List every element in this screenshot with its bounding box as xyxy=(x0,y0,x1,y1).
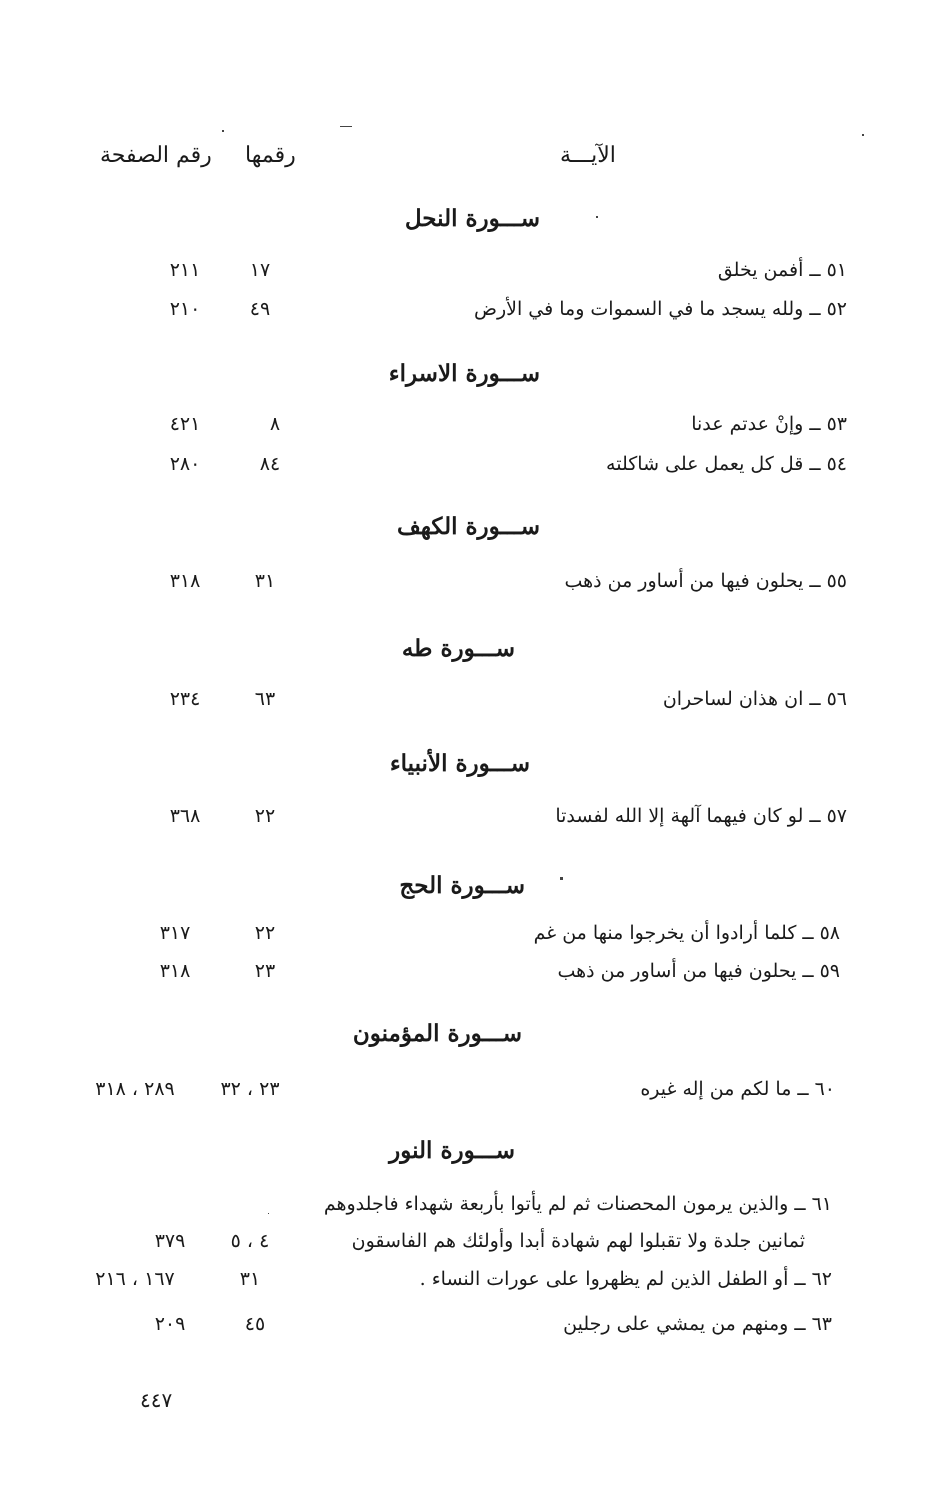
sura-title-anbiya: ســـورة الأنبياء xyxy=(389,750,530,777)
verse-text: ٦٣ ــ ومنهم من يمشي على رجلين xyxy=(563,1313,832,1335)
page-number-ref: ٢٨٩ ، ٣١٨ xyxy=(95,1078,175,1100)
verse-number: ٤٥ xyxy=(244,1313,266,1335)
page-number-ref: ٢٨٠ xyxy=(169,453,201,475)
verse-number: ١٧ xyxy=(249,259,271,281)
verse-column-header: الآيـــة xyxy=(560,143,616,168)
verse-number: ٨ xyxy=(269,413,281,435)
print-mark xyxy=(596,216,598,218)
print-mark xyxy=(268,1213,269,1214)
page-number-ref: ٣١٨ xyxy=(169,570,201,592)
verse-text: ٥٤ ــ قل كل يعمل على شاكلته xyxy=(606,453,847,475)
sura-title-taha: ســـورة طه xyxy=(401,635,515,662)
sura-title-hajj: ســـورة الحج xyxy=(399,872,525,899)
verse-number: ٣١ xyxy=(239,1268,261,1290)
verse-number: ٤ ، ٥ xyxy=(230,1230,270,1252)
sura-title-nur: ســـورة النور xyxy=(389,1137,515,1164)
verse-text: ٥٢ ــ ولله يسجد ما في السموات وما في الأرض xyxy=(473,298,847,320)
verse-number: ٢٢ xyxy=(254,922,276,944)
verse-number: ٣١ xyxy=(254,570,276,592)
print-mark xyxy=(340,126,352,127)
page-number-ref: ١٦٧ ، ٢١٦ xyxy=(95,1268,175,1290)
number-column-header: رقمها xyxy=(245,143,296,168)
verse-text: ٦٠ ــ ما لكم من إله غيره xyxy=(640,1078,835,1100)
print-mark xyxy=(560,877,563,880)
verse-text-continuation: ثمانين جلدة ولا تقبلوا لهم شهادة أبدا وأولئك هم الفاسقون xyxy=(351,1230,805,1252)
print-mark xyxy=(862,134,864,136)
page-number-ref: ٣١٨ xyxy=(159,960,191,982)
page-number-ref: ٢٠٩ xyxy=(154,1313,186,1335)
verse-number: ٨٤ xyxy=(259,453,281,475)
page-number-ref: ٤٢١ xyxy=(169,413,201,435)
page-number-ref: ٣٦٨ xyxy=(169,805,201,827)
verse-text: ٥٥ ــ يحلون فيها من أساور من ذهب xyxy=(564,570,847,592)
page-number-ref: ٢٣٤ xyxy=(169,688,201,710)
page-column-header: رقم الصفحة xyxy=(100,143,212,168)
print-mark xyxy=(222,130,224,132)
sura-title-kahf: ســـورة الكهف xyxy=(396,513,540,540)
verse-number: ٤٩ xyxy=(249,298,271,320)
verse-number: ٦٣ xyxy=(254,688,276,710)
page-number-ref: ٢١١ xyxy=(169,259,201,281)
verse-text: ٥٨ ــ كلما أرادوا أن يخرجوا منها من غم xyxy=(533,922,840,944)
verse-number: ٢٣ xyxy=(254,960,276,982)
verse-text: ٥١ ــ أفمن يخلق xyxy=(717,259,847,281)
sura-title-nahl: ســـورة النحل xyxy=(404,205,540,232)
sura-title-muminun: ســـورة المؤمنون xyxy=(352,1020,522,1047)
verse-text: ٦١ ــ والذين يرمون المحصنات ثم لم يأتوا بأربعة شهداء فاجلدوهم xyxy=(323,1193,832,1215)
sura-title-isra: ســـورة الاسراء xyxy=(388,360,540,387)
verse-number: ٢٢ xyxy=(254,805,276,827)
page-number-ref: ٢١٠ xyxy=(169,298,201,320)
verse-text: ٥٧ ــ لو كان فيهما آلهة إلا الله لفسدتا xyxy=(555,805,847,827)
page-number-ref: ٣٧٩ xyxy=(154,1230,186,1252)
page-number-ref: ٣١٧ xyxy=(159,922,191,944)
verse-text: ٥٩ ــ يحلون فيها من أساور من ذهب xyxy=(557,960,840,982)
verse-text: ٦٢ ــ أو الطفل الذين لم يظهروا على عورات النساء . xyxy=(419,1268,832,1290)
verse-number: ٢٣ ، ٣٢ xyxy=(220,1078,280,1100)
verse-text: ٥٣ ــ وإنْ عدتم عدنا xyxy=(691,413,847,435)
page-number: ٤٤٧ xyxy=(140,1388,173,1412)
verse-text: ٥٦ ــ ان هذان لساحران xyxy=(662,688,847,710)
